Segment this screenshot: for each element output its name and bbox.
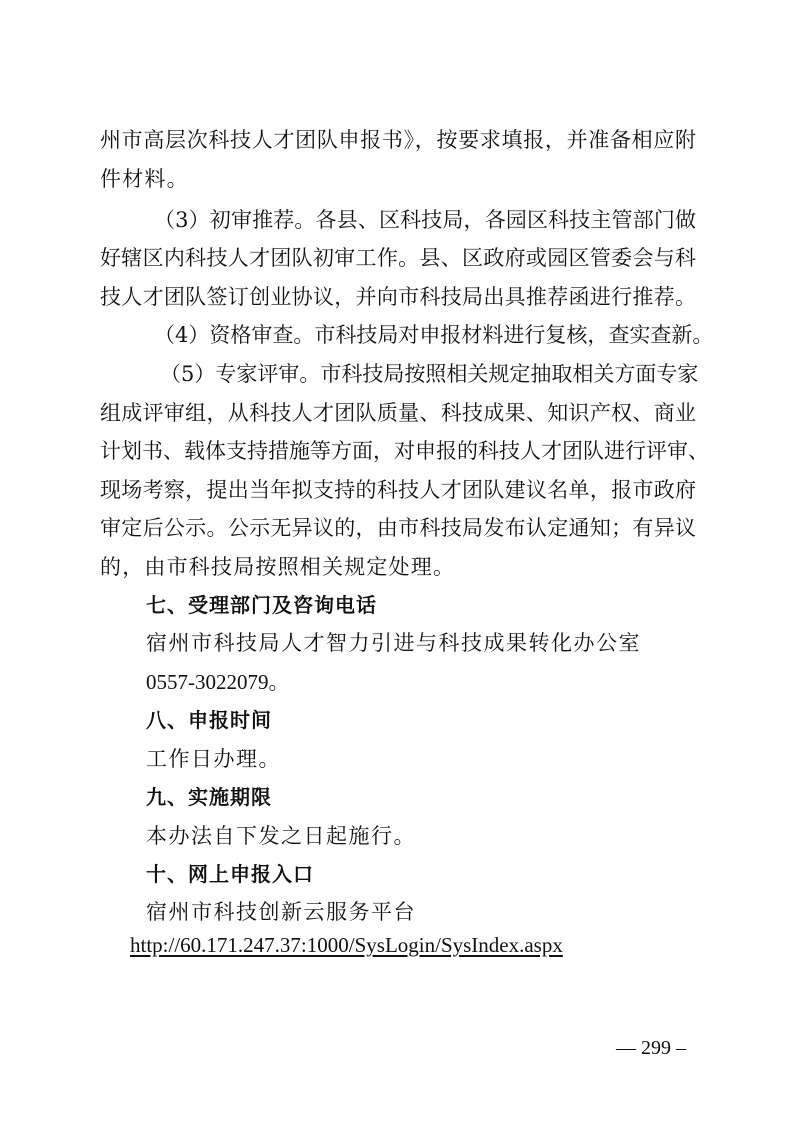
section-10-heading: 十、网上申报入口: [146, 862, 314, 886]
application-portal-link[interactable]: http://60.171.247.37:1000/SysLogin/SysIndex.aspx: [130, 933, 563, 957]
section-7-heading: 七、受理部门及咨询电话: [146, 593, 377, 617]
item-4-line: （4）资格审查。市科技局对申报材料进行复核，查实查新。: [154, 323, 714, 347]
item-5-line: 的，由市科技局按照相关规定处理。: [100, 555, 456, 579]
phone-number: 0557-3022079。: [146, 670, 290, 694]
item-5-line: （5）专家评审。市科技局按照相关规定抽取相关方面专家: [160, 362, 699, 386]
item-5-line: 计划书、载体支持措施等方面，对申报的科技人才团队进行评审、: [100, 439, 709, 463]
effective-date-text: 本办法自下发之日起施行。: [146, 824, 416, 848]
item-5-line: 现场考察，提出当年拟支持的科技人才团队建议名单，报市政府: [100, 478, 696, 502]
paragraph-line: 件材料。: [100, 167, 189, 191]
page-number: — 299 –: [616, 1037, 686, 1059]
office-name: 宿州市科技局人才智力引进与科技成果转化办公室: [146, 631, 641, 655]
platform-name: 宿州市科技创新云服务平台: [146, 900, 416, 924]
section-8-heading: 八、申报时间: [146, 708, 272, 732]
paragraph-line: 州市高层次科技人才团队申报书》，按要求填报，并准备相应附: [100, 128, 696, 152]
item-3-line: （3）初审推荐。各县、区科技局，各园区科技主管部门做: [154, 208, 696, 232]
item-3-line: 好辖区内科技人才团队初审工作。县、区政府或园区管委会与科: [100, 246, 696, 270]
item-3-line: 技人才团队签订创业协议，并向市科技局出具推荐函进行推荐。: [100, 285, 696, 309]
item-5-line: 组成评审组，从科技人才团队质量、科技成果、知识产权、商业: [100, 401, 696, 425]
section-9-heading: 九、实施期限: [146, 785, 272, 809]
application-time-text: 工作日办理。: [146, 747, 281, 771]
item-5-line: 审定后公示。公示无异议的，由市科技局发布认定通知；有异议: [100, 516, 696, 540]
